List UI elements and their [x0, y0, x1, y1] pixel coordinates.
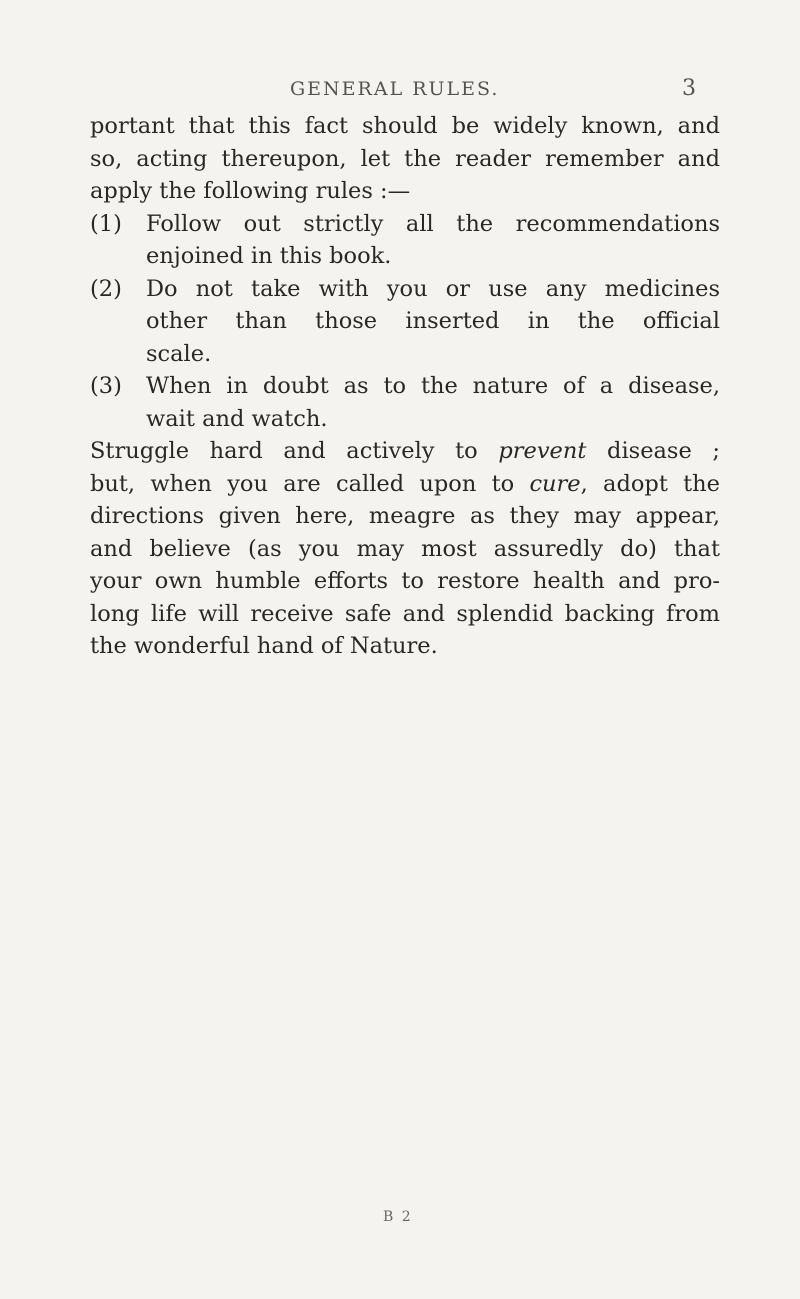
rule-1 — [90, 208, 720, 273]
rule-1-line-1: Follow out strictly all the recommendations — [146, 210, 720, 237]
rule-3-number: (3) — [90, 373, 122, 399]
body-text — [90, 110, 720, 663]
closing-line-5: your own humble efforts to restore health and pro- — [90, 568, 720, 594]
running-title: GENERAL RULES. — [290, 78, 500, 100]
rule-2-number: (2) — [90, 275, 122, 302]
closing-line-3: directions given here, meagre as they may appear, — [90, 503, 720, 529]
closing-line-4: and believe (as you may most assuredly do) that — [90, 535, 720, 562]
closing-line-2: but, when you are called upon to cure, adopt the — [90, 470, 720, 497]
running-head — [0, 78, 800, 108]
closing-line-7: the wonderful hand of Nature. — [90, 633, 438, 659]
rule-3-line-2: wait and watch. — [146, 405, 328, 432]
intro-line-1: portant that this fact should be widely known, and — [90, 113, 720, 139]
closing-line-1: Struggle hard and actively to prevent disease ; — [90, 438, 720, 464]
rule-3 — [90, 370, 720, 435]
rule-1-number: (1) — [90, 210, 122, 237]
emphasis-prevent: prevent — [498, 438, 587, 464]
rule-2 — [90, 273, 720, 371]
page-number: 3 — [682, 76, 696, 101]
rule-3-line-1: When in doubt as to the nature of a disease, — [146, 373, 720, 399]
rule-2-line-3: scale. — [146, 340, 212, 367]
closing-line-6: long life will receive safe and splendid backing from — [90, 600, 720, 627]
rule-1-line-2: enjoined in this book. — [146, 243, 392, 269]
intro-line-3: apply the following rules :— — [90, 178, 411, 204]
rule-2-line-2: other than those inserted in the official — [146, 308, 720, 334]
signature-mark: B 2 — [383, 1209, 413, 1225]
emphasis-cure: cure — [529, 470, 581, 497]
rule-2-line-1: Do not take with you or use any medicines — [146, 275, 720, 302]
intro-line-2: so, acting thereupon, let the reader remember and — [90, 145, 720, 172]
